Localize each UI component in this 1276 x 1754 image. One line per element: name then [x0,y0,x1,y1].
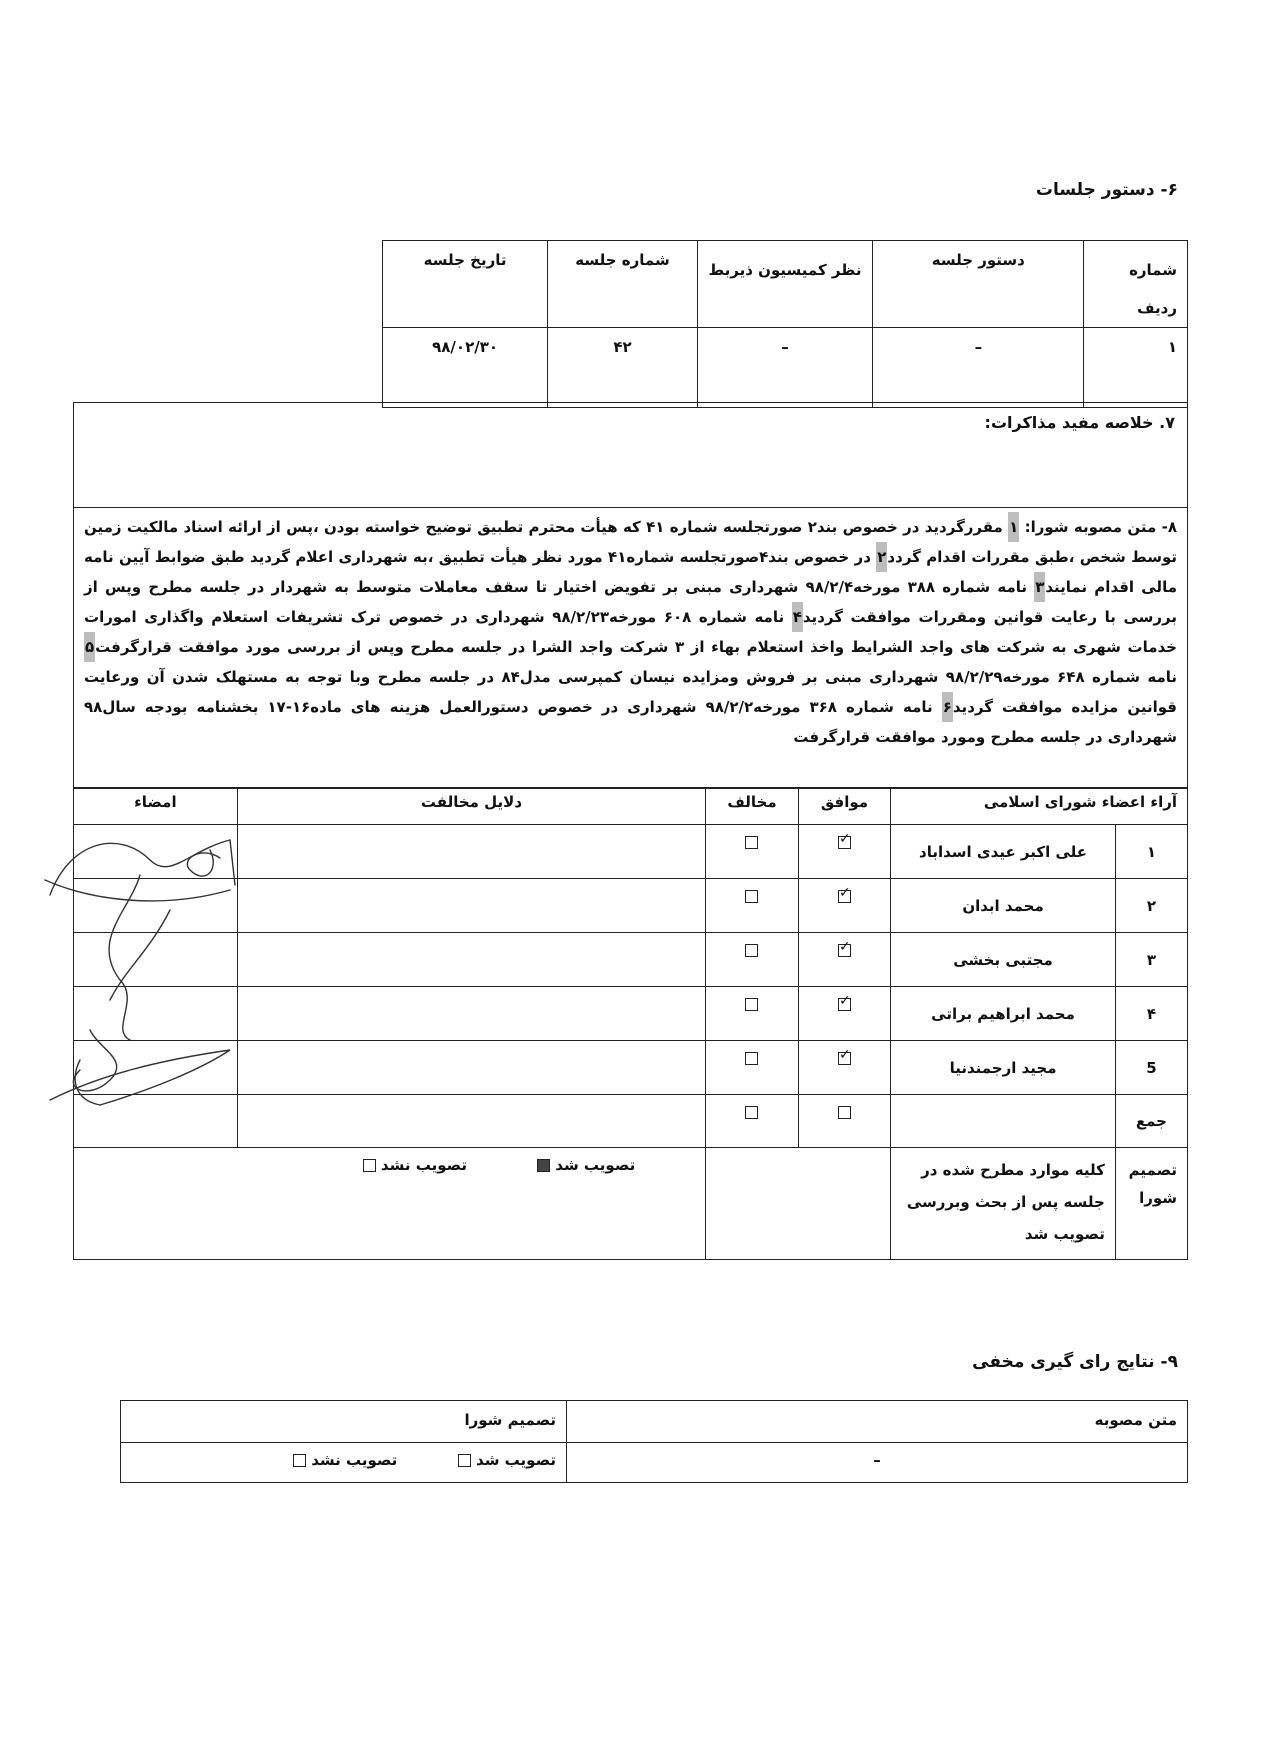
member-number: 5 [1115,1041,1187,1095]
member-disagree-cell [706,933,798,987]
section9-title: ۹- نتایج رای گیری مخفی [972,1352,1178,1372]
member-agree-cell [798,1041,890,1095]
disagree-checkbox[interactable] [745,1052,758,1065]
disagree-checkbox[interactable] [745,944,758,957]
s9-not-approved-checkbox[interactable] [293,1454,306,1467]
disagree-checkbox[interactable] [745,998,758,1011]
agree-checkbox[interactable] [838,890,851,903]
member-disagree-cell [706,1041,798,1095]
item-number-6: ۶ [942,692,953,722]
member-disagree-cell [706,879,798,933]
cell-session-date: ۹۸/۰۲/۳۰ [383,328,548,408]
disagree-checkbox[interactable] [745,836,758,849]
section7-box [73,402,1188,508]
section8-item-6: نامه شماره ۳۶۸ مورخه۹۸/۲/۲ شهرداری در خصوص دستورالعمل هزینه های ماده۱۶-۱۷ بخشنامه بودجه سال۹۸ شهرداری در جلسه مطرح ومورد موافقت قرارگرفت [84,698,1177,746]
cell-row-no: ۱ [1084,328,1188,408]
header-reasons: دلایل مخالفت [237,789,706,825]
approved-label: تصویب شد [555,1156,636,1174]
member-agree-cell [798,825,890,879]
total-agree-checkbox[interactable] [838,1106,851,1119]
item-number-1: ۱ [1008,512,1019,542]
member-number: ۴ [1115,987,1187,1041]
section8-title: ۸- متن مصوبه شورا: [1024,518,1177,536]
decision-status-cell [74,1148,706,1260]
decision-blank-cell [706,1148,891,1260]
member-name: محمد ابراهیم براتی [891,987,1116,1041]
header-text: متن مصوبه [567,1401,1188,1443]
member-name: مجید ارجمندنیا [891,1041,1116,1095]
member-disagree-cell [706,825,798,879]
header-members: آراء اعضاء شورای اسلامی [891,789,1188,825]
cell-session-no: ۴۲ [548,328,698,408]
member-number: ۱ [1115,825,1187,879]
header-signature: امضاء [74,789,238,825]
agree-checkbox[interactable] [838,1052,851,1065]
header-disagree: مخالف [706,789,798,825]
member-agree-cell [798,987,890,1041]
header-commission: نظر کمیسیون ذیربط [697,241,872,328]
section8-item-3: نامه شماره ۳۸۸ مورخه۹۸/۲/۴ شهرداری مبنی بر تفویض اختیار تا سقف معاملات متوسط به شهردار در جلسه مطرح وپس از بررسی با رعایت قوانین ومقررات موافقت گردید [84,578,1177,626]
item-number-5: ۵ [84,632,95,662]
cell-text-value: – [567,1443,1188,1483]
agree-checkbox[interactable] [838,836,851,849]
cell-decision [121,1443,567,1483]
item-number-2: ۲ [876,542,887,572]
member-reasons-cell [237,987,706,1041]
total-disagree-cell [706,1095,798,1148]
section8-item-2: در خصوص بند۴صورتجلسه شماره۴۱ مورد نظر هیأت تطبیق ،به شهرداری اعلام گردید طبق ضوابط آیین نامه مالی اقدام نمایند [84,548,1177,596]
signatures-drawing [30,800,270,1130]
total-label: جمع [1115,1095,1187,1148]
agree-checkbox[interactable] [838,998,851,1011]
s9-approved-checkbox[interactable] [458,1454,471,1467]
member-reasons-cell [237,1041,706,1095]
header-row-no: شماره ردیف [1084,241,1188,328]
not-approved-label: تصویب نشد [380,1156,468,1174]
section8-item-5: نامه شماره ۶۴۸ مورخه۹۸/۲/۲۹ شهرداری مبنی بر فروش ومزایده نیسان کمپرسی مدل۸۴ در جلسه مطرح وبا توجه به مستهلک شدن آن ورعایت قوانین مزایده موافقت گردید [84,668,1177,716]
approved-checkbox[interactable] [537,1159,550,1172]
item-number-4: ۴ [792,602,803,632]
header-agree: موافق [798,789,890,825]
s9-approved-option[interactable] [453,1451,556,1469]
agenda-table [382,240,1188,408]
s9-not-approved-option[interactable] [293,1451,397,1469]
not-approved-option[interactable] [363,1156,467,1174]
member-reasons-cell [237,933,706,987]
total-name-cell [891,1095,1116,1148]
cell-agenda: – [873,328,1084,408]
member-name: محمد ابدان [891,879,1116,933]
cell-commission: – [697,328,872,408]
total-agree-cell [798,1095,890,1148]
agree-checkbox[interactable] [838,944,851,957]
member-agree-cell [798,879,890,933]
member-agree-cell [798,933,890,987]
s9-not-approved-label: تصویب نشد [311,1451,398,1469]
header-decision: تصمیم شورا [121,1401,567,1443]
section8-item-4: نامه شماره ۶۰۸ مورخه۹۸/۲/۲۳ شهرداری در خصوص ترک تشریفات استعلام واگذاری امورات خدمات شهری به شرکت های واجد الشرایط واخذ استعلام بهاء از ۳ شرکت واجد الشرا در جلسه مطرح وپس از بررسی مورد موافقت قرارگرفت [84,608,1177,656]
item-number-3: ۳ [1034,572,1045,602]
approved-option[interactable] [537,1156,635,1174]
secret-vote-table [120,1400,1188,1483]
section8-item-1: مقررگردید در خصوص بند۲ صورتجلسه شماره ۴۱ که هیأت محترم تطبیق توضیح خواسته بودن ،پس از ارائه اسناد مالکیت زمین توسط شخص ،طبق مقررات اقدام گردد [84,518,1177,566]
section7-title: ۷. خلاصه مفید مذاکرات: [984,413,1175,432]
section8-box [73,508,1188,788]
member-number: ۳ [1115,933,1187,987]
member-reasons-cell [237,825,706,879]
member-name: مجتبی بخشی [891,933,1116,987]
decision-text: کلیه موارد مطرح شده در جلسه پس از بحث وبررسی تصویب شد [891,1148,1116,1260]
member-disagree-cell [706,987,798,1041]
s9-approved-label: تصویب شد [476,1451,556,1469]
section6-title: ۶- دستور جلسات [1035,180,1178,200]
header-agenda: دستور جلسه [873,241,1084,328]
not-approved-checkbox[interactable] [363,1159,376,1172]
member-name: علی اکبر عیدی اسداباد [891,825,1116,879]
header-session-date: تاریخ جلسه [383,241,548,328]
member-reasons-cell [237,879,706,933]
header-session-no: شماره جلسه [548,241,698,328]
decision-label: تصمیم شورا [1115,1148,1187,1260]
section8-body [74,508,1187,752]
disagree-checkbox[interactable] [745,890,758,903]
total-reasons-cell [237,1095,706,1148]
member-number: ۲ [1115,879,1187,933]
total-disagree-checkbox[interactable] [745,1106,758,1119]
